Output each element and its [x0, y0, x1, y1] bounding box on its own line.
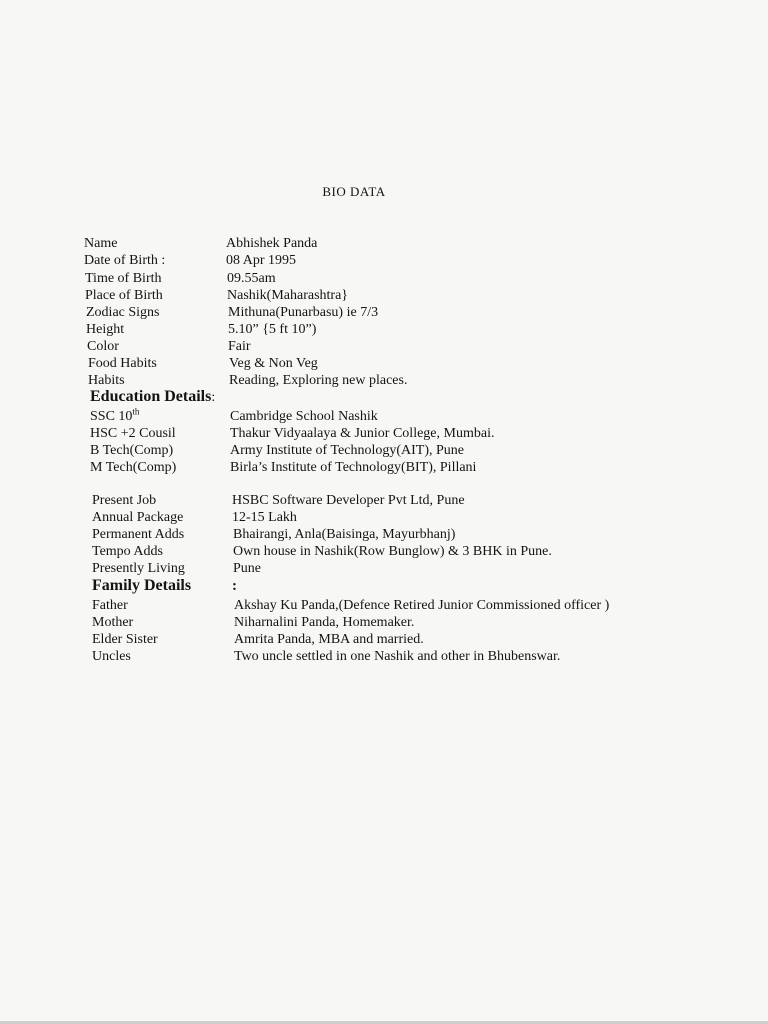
- field-value: Reading, Exploring new places.: [229, 373, 408, 388]
- field-value: Two uncle settled in one Nashik and other in Bhubenswar.: [234, 649, 561, 664]
- field-label: Present Job: [92, 493, 157, 508]
- document-title: BIO DATA: [322, 184, 386, 199]
- field-label: Tempo Adds: [92, 544, 163, 559]
- family-heading-colon: :: [232, 578, 237, 594]
- field-label: Color: [87, 339, 119, 354]
- field-label: Time of Birth: [85, 271, 162, 286]
- ssc-label-text: SSC 10: [90, 409, 133, 424]
- field-value: Niharnalini Panda, Homemaker.: [234, 615, 415, 630]
- field-label: Mother: [92, 615, 134, 630]
- field-value: 09.55am: [227, 271, 276, 286]
- field-value: Mithuna(Punarbasu) ie 7/3: [228, 305, 379, 320]
- field-value: 08 Apr 1995: [226, 253, 296, 268]
- field-label: Father: [92, 598, 128, 613]
- field-label: Place of Birth: [85, 288, 163, 303]
- field-label: Uncles: [92, 649, 131, 664]
- field-value: Akshay Ku Panda,(Defence Retired Junior Commissioned officer ): [234, 598, 610, 613]
- field-label: Presently Living: [92, 561, 185, 576]
- field-value: HSBC Software Developer Pvt Ltd, Pune: [232, 493, 465, 508]
- education-heading: [90, 388, 215, 406]
- education-heading-colon: :: [211, 390, 216, 405]
- field-label: M Tech(Comp): [90, 460, 177, 475]
- field-value: Army Institute of Technology(AIT), Pune: [230, 443, 464, 458]
- field-value: 12-15 Lakh: [232, 510, 297, 525]
- field-label: HSC +2 Cousil: [90, 426, 176, 441]
- field-value: Thakur Vidyaalaya & Junior College, Mumbai.: [230, 426, 495, 441]
- field-label: Height: [86, 322, 125, 337]
- field-value: Nashik(Maharashtra}: [227, 288, 349, 303]
- field-label: [90, 408, 139, 425]
- field-label: B Tech(Comp): [90, 443, 174, 458]
- field-label: Zodiac Signs: [86, 305, 160, 320]
- field-value: Own house in Nashik(Row Bunglow) & 3 BHK in Pune.: [233, 544, 552, 559]
- field-value: Veg & Non Veg: [229, 356, 318, 371]
- ssc-label-superscript: th: [132, 406, 140, 417]
- field-label: Habits: [88, 373, 125, 388]
- field-value: Fair: [228, 339, 251, 354]
- field-value: Amrita Panda, MBA and married.: [234, 632, 424, 647]
- family-heading-text: Family Details: [92, 577, 192, 594]
- education-heading-text: Education Details: [90, 388, 212, 405]
- field-value: Bhairangi, Anla(Baisinga, Mayurbhanj): [233, 527, 456, 542]
- family-heading-colon-wrap: [232, 577, 237, 595]
- field-value: Cambridge School Nashik: [230, 409, 378, 424]
- field-label: Annual Package: [92, 510, 184, 525]
- field-label: Food Habits: [88, 356, 157, 371]
- family-heading: [92, 577, 191, 595]
- field-value: Abhishek Panda: [226, 236, 318, 251]
- field-label: Elder Sister: [92, 632, 158, 647]
- field-label: Date of Birth :: [84, 253, 166, 268]
- field-value: 5.10” {5 ft 10”): [228, 322, 317, 337]
- field-label: Name: [84, 236, 118, 251]
- field-value: Birla’s Institute of Technology(BIT), Pillani: [230, 460, 477, 475]
- field-label: Permanent Adds: [92, 527, 185, 542]
- field-value: Pune: [233, 561, 261, 576]
